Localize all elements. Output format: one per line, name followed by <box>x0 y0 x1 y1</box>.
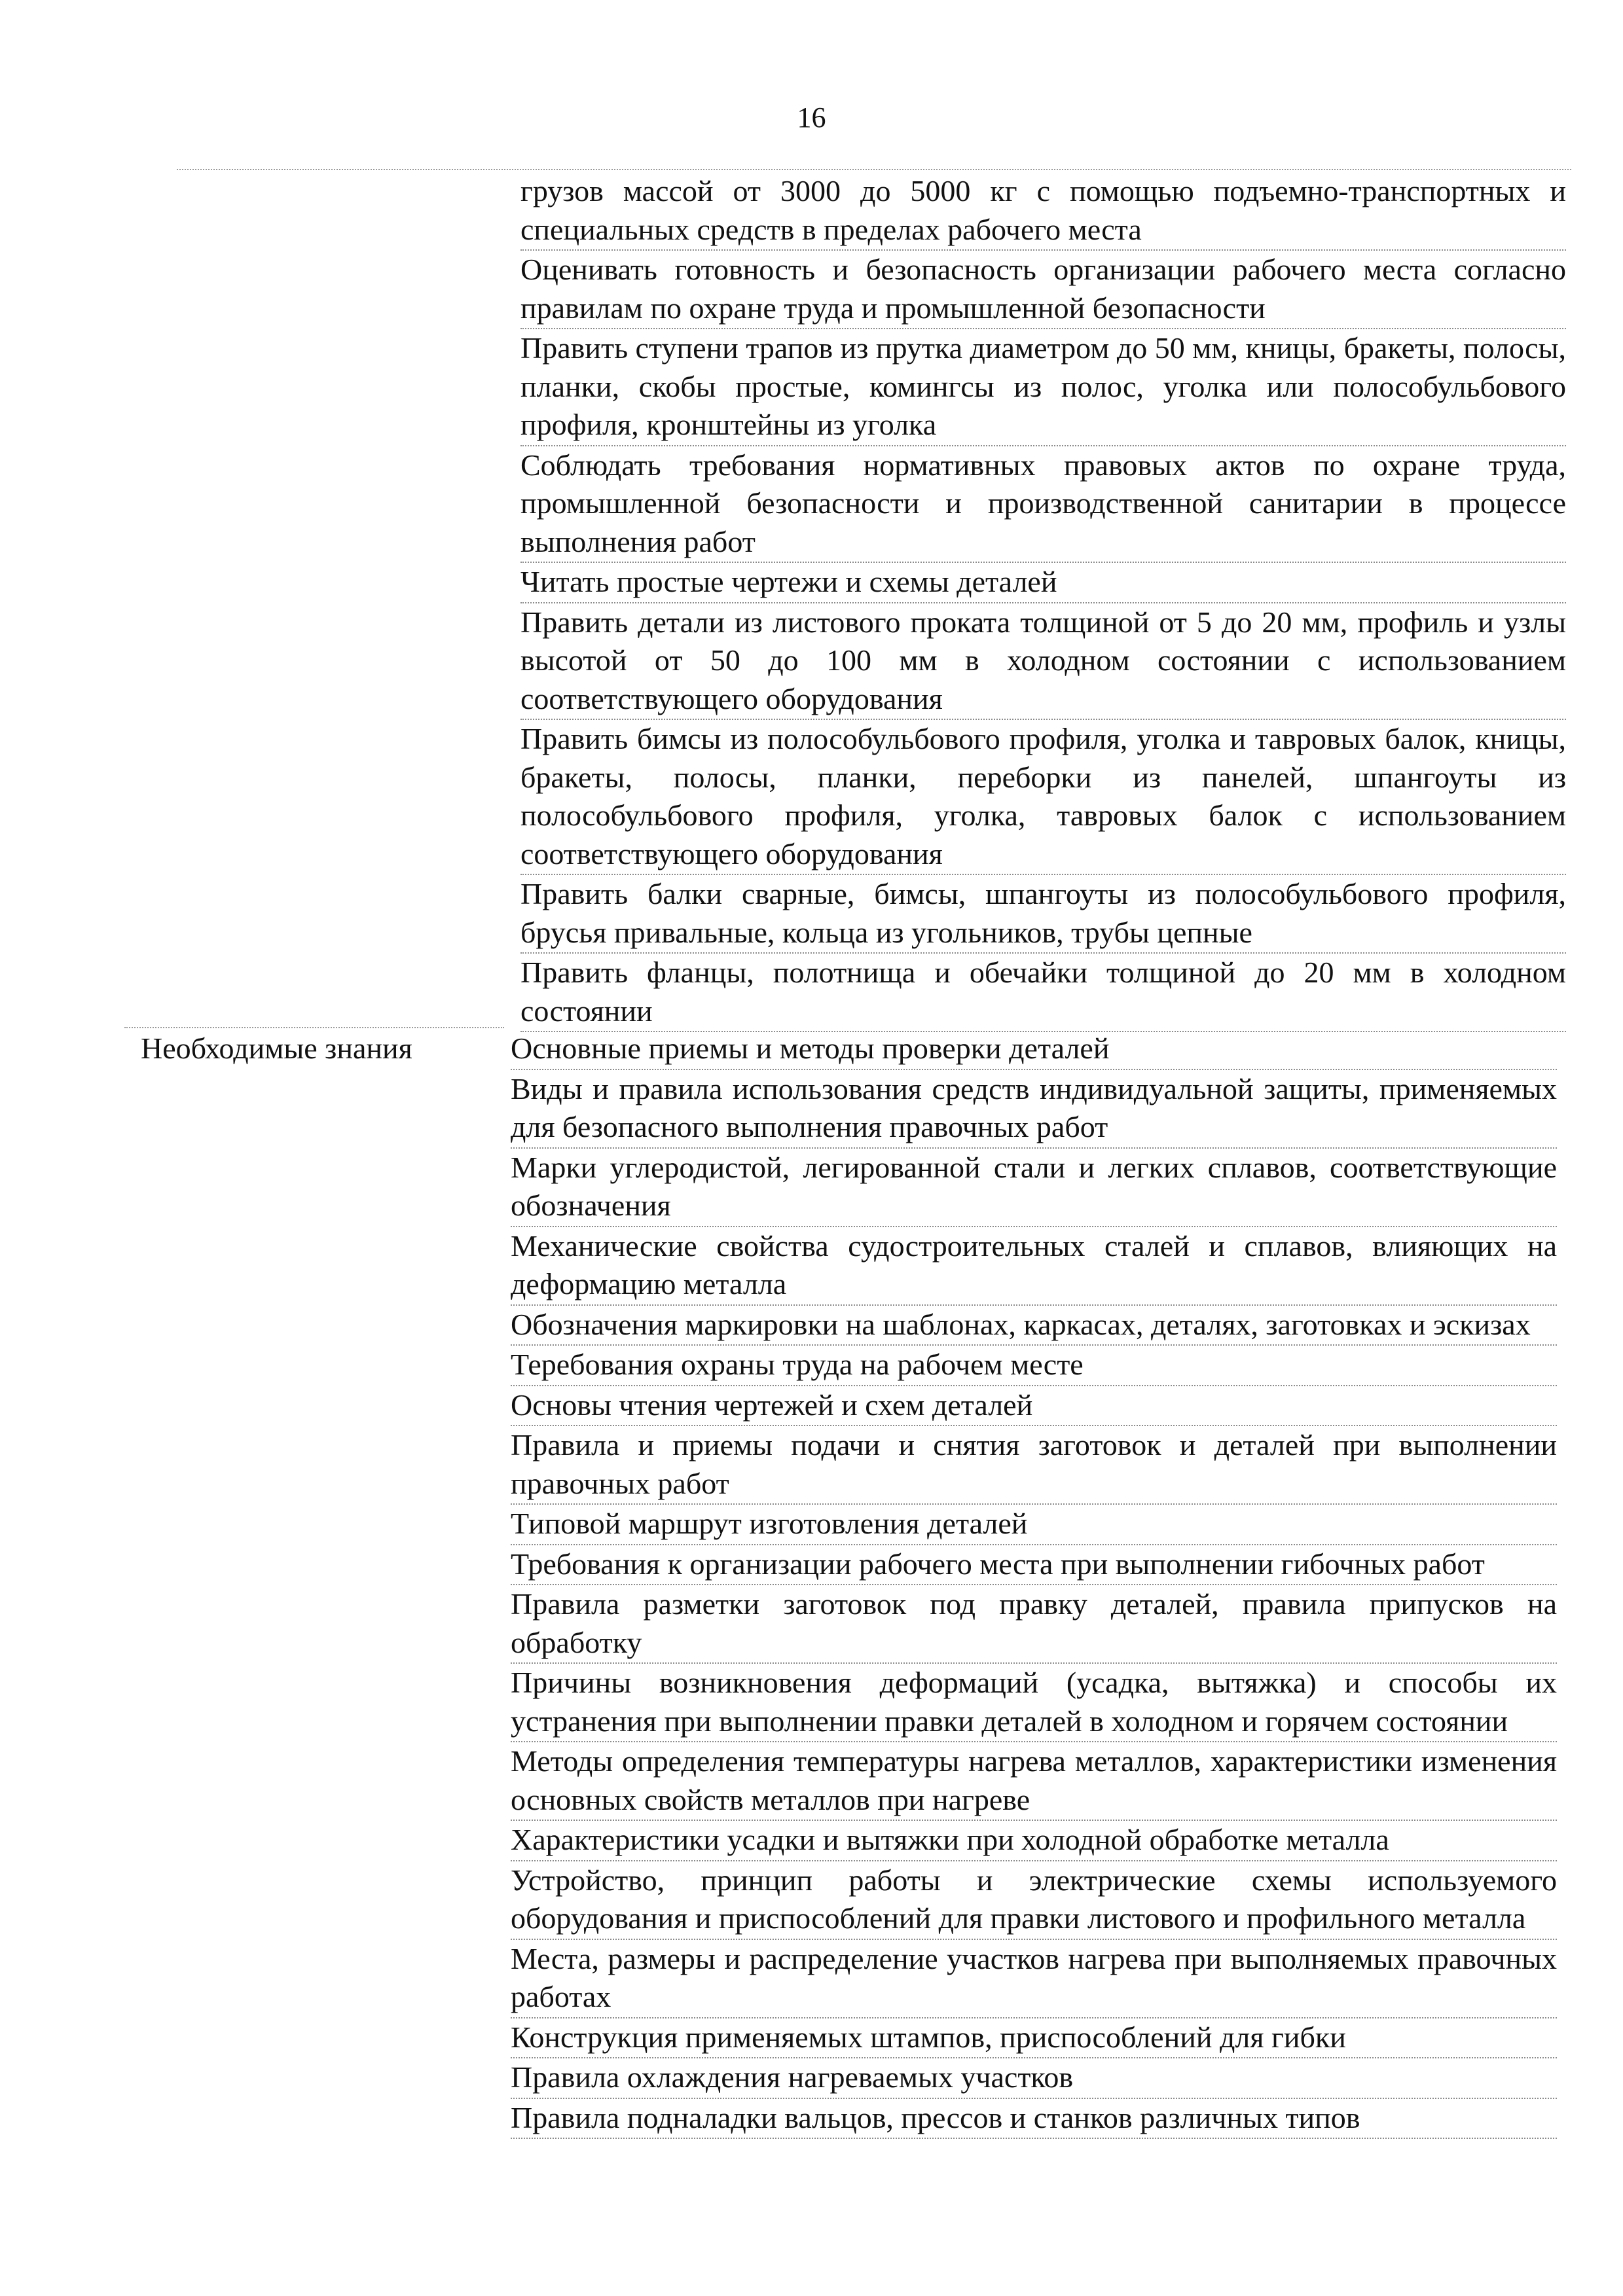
list-item: Оценивать готовность и безопасность организации рабочего места согласно правилам по охране труда и промышленной безопасности <box>520 251 1566 329</box>
list-item: Устройство, принцип работы и электрические схемы используемого оборудования и приспособлений для правки листового и профильного металла <box>511 1861 1557 1940</box>
list-item: Методы определения температуры нагрева металлов, характеристики изменения основных свойств металлов при нагреве <box>511 1742 1557 1821</box>
list-item: Обозначения маркировки на шаблонах, каркасах, деталях, заготовках и эскизах <box>511 1306 1557 1346</box>
list-item: Править бимсы из полособульбового профиля, уголка и тавровых балок, кницы, бракеты, полосы, планки, переборки из панелей, шпангоуты из полособульбового профиля, уголка, тавровых балок с использованием соответствующего оборудования <box>520 720 1566 875</box>
list-item: Править детали из листового проката толщиной от 5 до 20 мм, профиль и узлы высотой от 50 до 100 мм в холодном состоянии с использованием соответствующего оборудования <box>520 603 1566 721</box>
list-item: Механические свойства судостроительных сталей и сплавов, влияющих на деформацию металла <box>511 1227 1557 1306</box>
list-item: Правила разметки заготовок под правку деталей, правила припусков на обработку <box>511 1585 1557 1664</box>
list-item: Марки углеродистой, легированной стали и легких сплавов, соответствующие обозначения <box>511 1149 1557 1227</box>
list-item: Правила и приемы подачи и снятия заготовок и деталей при выполнении правочных работ <box>511 1426 1557 1505</box>
knowledge-list <box>511 1030 1557 2139</box>
list-item: Правила подналадки вальцов, прессов и станков различных типов <box>511 2099 1557 2140</box>
list-item: Читать простые чертежи и схемы деталей <box>520 563 1566 603</box>
list-item: Виды и правила использования средств индивидуальной защиты, применяемых для безопасного выполнения правочных работ <box>511 1070 1557 1149</box>
page-number: 16 <box>797 101 826 134</box>
label-divider <box>124 1027 504 1028</box>
list-item: Характеристики усадки и вытяжки при холодной обработке металла <box>511 1821 1557 1861</box>
list-item: Места, размеры и распределение участков нагрева при выполняемых правочных работах <box>511 1940 1557 2018</box>
list-item: Конструкция применяемых штампов, приспособлений для гибки <box>511 2018 1557 2059</box>
list-item: Править балки сварные, бимсы, шпангоуты из полособульбового профиля, брусья привальные, кольца из угольников, трубы цепные <box>520 875 1566 954</box>
list-item: Требования к организации рабочего места при выполнении гибочных работ <box>511 1545 1557 1586</box>
list-item: Основные приемы и методы проверки деталей <box>511 1030 1557 1070</box>
list-item: Типовой маршрут изготовления деталей <box>511 1505 1557 1545</box>
list-item: Соблюдать требования нормативных правовых актов по охране труда, промышленной безопасности и производственной санитарии в процессе выполнения работ <box>520 446 1566 564</box>
list-item: Теребования охраны труда на рабочем месте <box>511 1346 1557 1386</box>
list-item: Править фланцы, полотнища и обечайки толщиной до 20 мм в холодном состоянии <box>520 954 1566 1032</box>
list-item: Правила охлаждения нагреваемых участков <box>511 2058 1557 2099</box>
knowledge-label: Необходимые знания <box>141 1031 412 1065</box>
list-item: Править ступени трапов из прутка диаметром до 50 мм, кницы, бракеты, полосы, планки, скобы простые, комингсы из полос, уголка или полособульбового профиля, кронштейны из уголка <box>520 329 1566 446</box>
list-item: Основы чтения чертежей и схем деталей <box>511 1386 1557 1427</box>
list-item: Причины возникновения деформаций (усадка, вытяжка) и способы их устранения при выполнении правки деталей в холодном и горячем состоянии <box>511 1664 1557 1742</box>
list-item: грузов массой от 3000 до 5000 кг с помощью подъемно-транспортных и специальных средств в пределах рабочего места <box>520 172 1566 251</box>
skills-list <box>520 172 1566 1032</box>
top-divider <box>177 169 1571 170</box>
